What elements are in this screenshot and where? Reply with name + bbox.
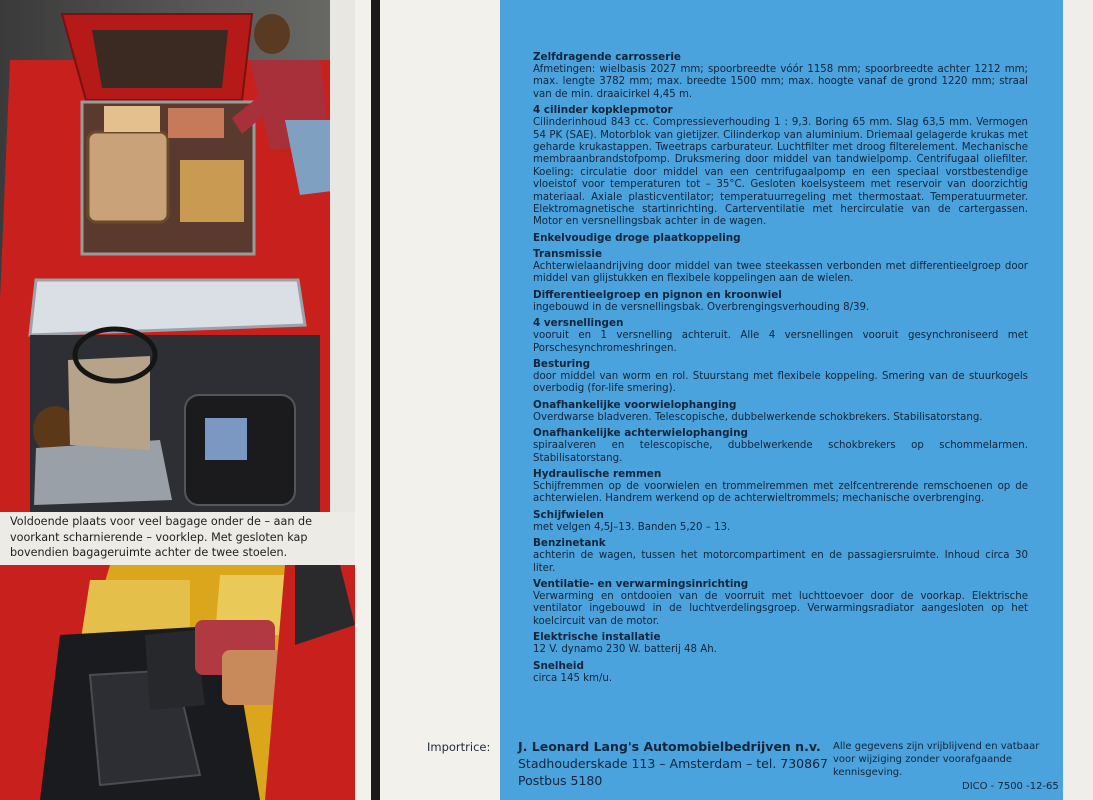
- spec-heading: Hydraulische remmen: [533, 467, 662, 480]
- spec-item: [533, 426, 1028, 465]
- spec-heading: Transmissie: [533, 247, 603, 260]
- spec-heading: Differentieelgroep en pignon en kroonwiel: [533, 288, 782, 301]
- spec-text: ingebouwd in de versnellingsbak. Overbrengingsverhouding 8/39.: [533, 301, 870, 313]
- spec-item: [533, 577, 1028, 628]
- spec-heading: Onafhankelijke voorwielophanging: [533, 398, 737, 411]
- spec-text: spiraalveren en telescopische, dubbelwerkende schokbrekers op schommelarmen. Stabilisatorstang.: [533, 440, 1028, 464]
- spec-text: circa 145 km/u.: [533, 672, 613, 684]
- print-code: DICO - 7500 -12-65: [962, 781, 1059, 792]
- spec-text: Cilinderinhoud 843 cc. Compressieverhouding 1 : 9,3. Boring 65 mm. Slag 63,5 mm. Vermogen 54 PK (SAE). Motorblok van gietijzer. Cilinderkop van aluminium. Driemaal gelagerde krukas met geharde krukastappen. Tweetraps carburateur. Luchtfilter met droog filterelement. Mechanische membraanbrandstofpomp. Druksmering door middel van tandwielpomp. Centrifugaal oliefilter. Koeling: circulatie door middel van een centrifugaalpomp en een speciaal vorstbestendige vloeistof voor temperaturen tot – 35°C. Gesloten koelsysteem met reservoir van doorzichtig materiaal. Axiale plasticventilator; temperatuurregeling met thermostaat. Temperatuurmeter. Elektromagnetische startinrichting. Carterventilatie met hercirculatie van de cartergassen. Motor en versnellingsbak achter in de wagen.: [533, 117, 1028, 228]
- importer-address: Stadhouderskade 113 – Amsterdam – tel. 730867: [518, 756, 828, 771]
- spec-item: [533, 50, 1028, 101]
- spec-item: [533, 357, 1028, 396]
- spec-heading: Snelheid: [533, 659, 584, 672]
- specification-list: [533, 50, 1028, 687]
- spec-heading: Benzinetank: [533, 537, 606, 550]
- spec-text: Overdwarse bladveren. Telescopische, dubbelwerkende schokbrekers. Stabilisatorstang.: [533, 411, 983, 423]
- spec-heading: Elektrische installatie: [533, 631, 661, 644]
- spec-item: [533, 398, 1028, 424]
- spec-text: achterin de wagen, tussen het motorcompartiment en de passagiersruimte. Inhoud circa 30 liter.: [533, 550, 1028, 574]
- spec-text: door middel van worm en rol. Stuurstang met flexibele koppeling. Smering van de stuurkogels overbodig (for-life smering).: [533, 370, 1028, 395]
- car-top-illustration: [0, 0, 355, 512]
- spec-heading: 4 cilinder kopklepmotor: [533, 104, 673, 117]
- disclaimer-text: Alle gegevens zijn vrijblijvend en vatbaar voor wijziging zonder voorafgaande kennisgeving.: [833, 741, 1040, 778]
- spec-text: Afmetingen: wielbasis 2027 mm; spoorbreedte vóór 1158 mm; spoorbreedte achter 1212 mm; max. lengte 3782 mm; max. breedte 1500 mm; max. hoogte vanaf de grond 1220 mm; straal van de min. draaicirkel 4,45 m.: [533, 64, 1028, 100]
- spec-text: 12 V. dynamo 230 W. batterij 48 Ah.: [533, 644, 717, 656]
- spec-item: [533, 231, 1028, 245]
- spec-text: vooruit en 1 versnelling achteruit. Alle 4 versnellingen vooruit gesynchroniseerd met Porschesynchromeshringen.: [533, 330, 1028, 354]
- left-photo-column: [0, 0, 355, 800]
- spec-item: [533, 103, 1028, 229]
- spec-heading: Ventilatie- en verwarmingsinrichting: [533, 577, 749, 590]
- spec-item: [533, 316, 1028, 355]
- importer-label: Importrice:: [427, 740, 491, 754]
- right-page-edge: [1063, 0, 1093, 800]
- spec-item: [533, 288, 1028, 314]
- photo-caption: Voldoende plaats voor veel bagage onder de – aan de voorkant scharnierende – voorklep. Met gesloten kap bovendien bagageruimte achter de twee stoelen.: [10, 515, 312, 559]
- spec-text: Verwarming en ontdooien van de voorruit met luchttoevoer door de voorkap. Elektrische ventilator ingebouwd in de luchtverdelingsgroep. Verwarmingsradiator aangesloten op het koelcircuit van de motor.: [533, 590, 1028, 627]
- spec-heading: Zelfdragende carrosserie: [533, 51, 681, 63]
- spec-text: met velgen 4,5J–13. Banden 5,20 – 13.: [533, 521, 731, 533]
- spec-item: [533, 247, 1028, 286]
- spec-item: [533, 630, 1028, 656]
- spec-text: Achterwielaandrijving door middel van twee steekassen verbonden met differentieelgroep door middel van glijstukken en flexibele koppelingen aan de wielen.: [533, 260, 1028, 285]
- spec-heading: Besturing: [533, 357, 591, 370]
- spec-item: [533, 659, 1028, 685]
- importer-postbox: Postbus 5180: [518, 773, 603, 788]
- spec-item: [533, 508, 1028, 534]
- importer-block: [518, 738, 828, 789]
- spec-heading: Enkelvoudige droge plaatkoppeling: [533, 231, 741, 244]
- black-divider-bar: [371, 0, 380, 800]
- photo-car-luggage-top-view: [0, 0, 355, 512]
- spec-heading: Onafhankelijke achterwielophanging: [533, 427, 748, 440]
- photo-interior-luggage: [0, 565, 355, 800]
- spec-item: [533, 536, 1028, 575]
- interior-illustration: [0, 565, 355, 800]
- spec-item: [533, 467, 1028, 506]
- spec-heading: Schijfwielen: [533, 508, 604, 521]
- spec-heading: 4 versnellingen: [533, 317, 624, 330]
- spec-text: Schijfremmen op de voorwielen en trommelremmen met zelfcentrerende remschoenen op de achterwielen. Handrem werkend op de achterwieltrommels; mechanische overbrenging.: [533, 480, 1028, 505]
- importer-company: J. Leonard Lang's Automobielbedrijven n.v.: [518, 739, 821, 754]
